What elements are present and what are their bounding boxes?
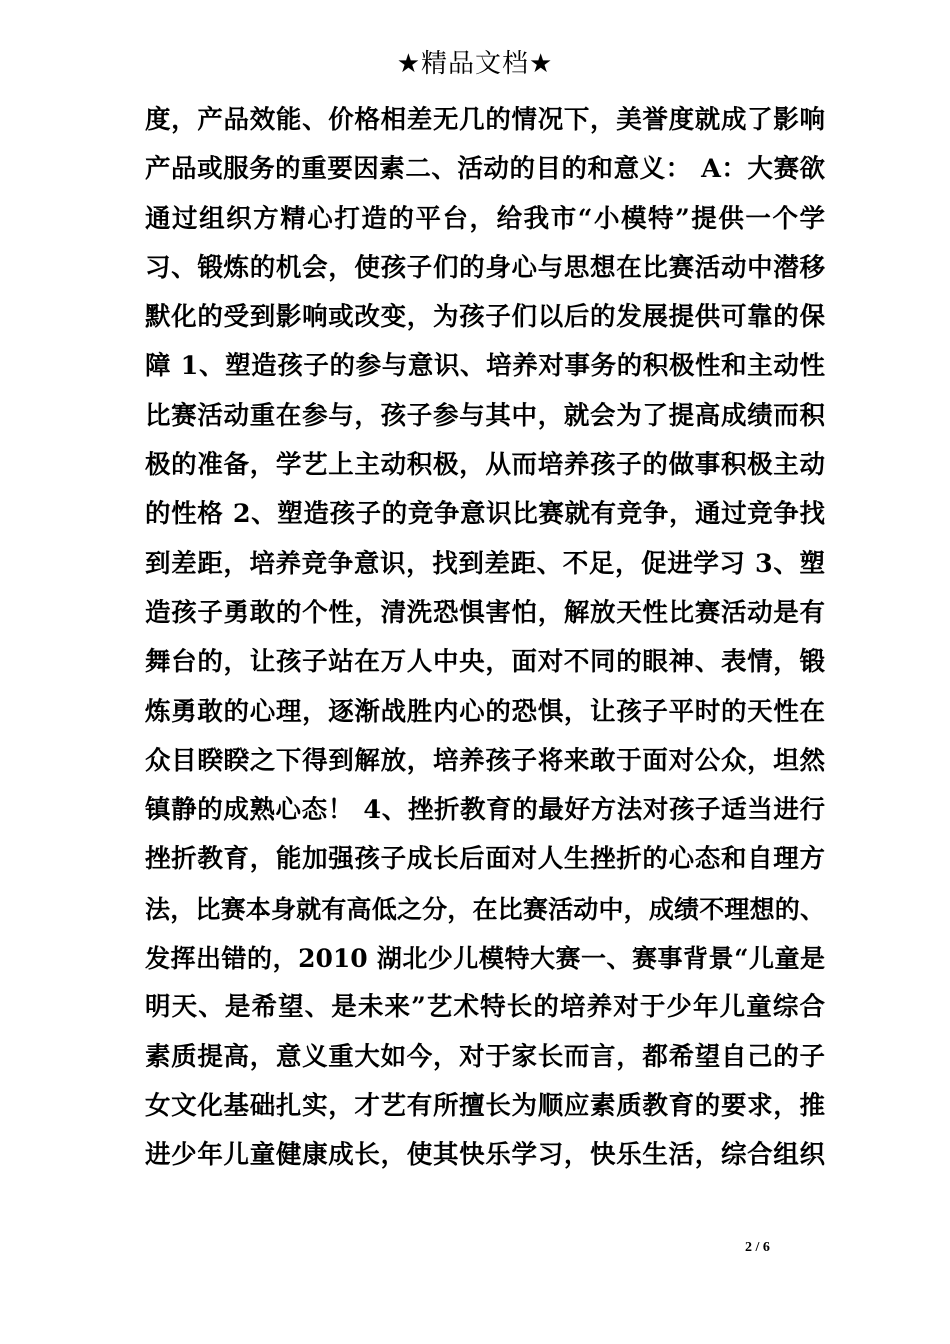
text-line: 度，产品效能、价格相差无几的情况下，美誉度就成了影响 [145, 105, 825, 135]
page-header: ★精品文档★ [396, 49, 554, 79]
text-line: 镇静的成熟心态！ 4、挫折教育的最好方法对孩子适当进行 [145, 795, 825, 826]
text-line: 发挥出错的，2010 湖北少儿模特大赛一、赛事背景“儿童是 [145, 944, 825, 974]
text-line: 到差距，培养竞争意识，找到差距、不足，促进学习 3、塑 [145, 548, 825, 579]
text-line: 法，比赛本身就有高低之分，在比赛活动中，成绩不理想的、 [145, 894, 825, 924]
text-line: 极的准备，学艺上主动积极，从而培养孩子的做事积极主动 [145, 450, 825, 481]
text-line: 素质提高，意义重大如今，对于家长而言，都希望自己的子 [145, 1041, 825, 1072]
text-line: 通过组织方精心打造的平台，给我市“小模特”提供一个学 [145, 203, 825, 234]
text-line: 障 1、塑造孩子的参与意识、培养对事务的积极性和主动性 [145, 351, 825, 382]
text-line: 进少年儿童健康成长，使其快乐学习，快乐生活，综合组织 [145, 1140, 825, 1171]
text-line: 炼勇敢的心理，逐渐战胜内心的恐惧，让孩子平时的天性在 [145, 696, 825, 727]
text-line: 明天、是希望、是未来”艺术特长的培养对于少年儿童综合 [145, 992, 825, 1023]
text-line: 众目睽睽之下得到解放，培养孩子将来敢于面对公众，坦然 [145, 745, 825, 776]
body-text [145, 96, 825, 1181]
text-line: 造孩子勇敢的个性，清洗恐惧害怕，解放天性比赛活动是有 [145, 597, 825, 628]
text-line: 比赛活动重在参与，孩子参与其中，就会为了提高成绩而积 [145, 400, 825, 431]
text-line: 产品或服务的重要因素二、活动的目的和意义： A：大赛欲 [145, 154, 825, 185]
page-number: 2 / 6 [745, 1240, 770, 1255]
text-line: 习、锻炼的机会，使孩子们的身心与思想在比赛活动中潜移 [145, 252, 825, 283]
text-line: 的性格 2、塑造孩子的竞争意识比赛就有竞争，通过竞争找 [145, 499, 825, 530]
text-line: 默化的受到影响或改变，为孩子们以后的发展提供可靠的保 [145, 302, 825, 333]
text-line: 挫折教育，能加强孩子成长后面对人生挫折的心态和自理方 [145, 844, 825, 875]
text-line: 女文化基础扎实，才艺有所擅长为顺应素质教育的要求，推 [145, 1090, 825, 1121]
text-line: 舞台的，让孩子站在万人中央，面对不同的眼神、表情，锻 [145, 647, 825, 678]
